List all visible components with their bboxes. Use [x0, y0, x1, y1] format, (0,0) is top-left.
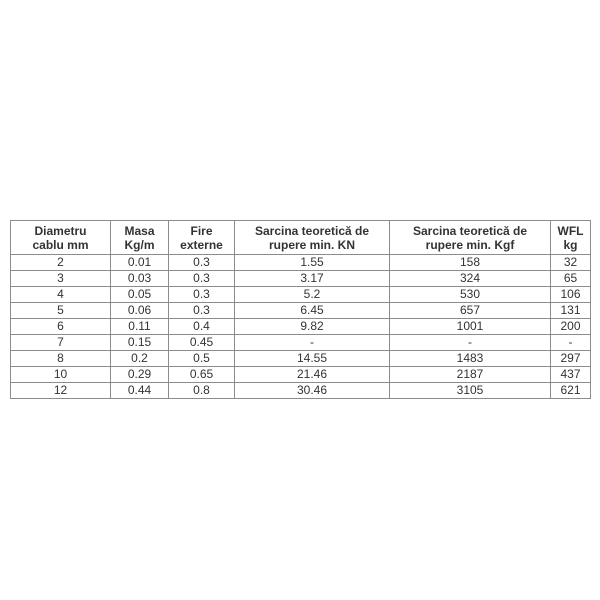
cell-mass: 0.01	[111, 255, 169, 271]
header-outer-wires-line1: Fire	[190, 223, 213, 238]
header-mass	[111, 221, 169, 255]
header-outer-wires-line2: externe	[180, 237, 223, 252]
header-breaking-load-kn-line2: rupere min. KN	[268, 237, 355, 252]
cell-breaking-load-kn: 14.55	[235, 351, 390, 367]
cell-wfl: 437	[551, 367, 591, 383]
cell-outer-wires: 0.65	[169, 367, 235, 383]
cell-outer-wires: 0.4	[169, 319, 235, 335]
cell-mass: 0.06	[111, 303, 169, 319]
cell-diameter: 2	[11, 255, 111, 271]
cell-breaking-load-kgf: 2187	[390, 367, 551, 383]
cell-outer-wires: 0.8	[169, 383, 235, 399]
cell-diameter: 5	[11, 303, 111, 319]
cell-wfl: 65	[551, 271, 591, 287]
cell-outer-wires: 0.3	[169, 303, 235, 319]
cell-breaking-load-kgf: 3105	[390, 383, 551, 399]
header-breaking-load-kn	[235, 221, 390, 255]
header-breaking-load-kgf	[390, 221, 551, 255]
table-header	[11, 221, 591, 255]
cell-diameter: 8	[11, 351, 111, 367]
specifications-table	[10, 220, 591, 399]
cell-diameter: 3	[11, 271, 111, 287]
cell-outer-wires: 0.5	[169, 351, 235, 367]
table-body	[11, 255, 591, 399]
cell-diameter: 4	[11, 287, 111, 303]
cell-breaking-load-kgf: 1001	[390, 319, 551, 335]
cell-mass: 0.11	[111, 319, 169, 335]
table-row	[11, 255, 591, 271]
cell-mass: 0.44	[111, 383, 169, 399]
cell-wfl: 32	[551, 255, 591, 271]
cell-breaking-load-kgf: 158	[390, 255, 551, 271]
cell-breaking-load-kn: 9.82	[235, 319, 390, 335]
header-mass-line1: Masa	[124, 223, 155, 238]
cell-wfl: 106	[551, 287, 591, 303]
table-row	[11, 351, 591, 367]
cell-mass: 0.15	[111, 335, 169, 351]
table-row	[11, 335, 591, 351]
cell-outer-wires: 0.3	[169, 287, 235, 303]
header-breaking-load-kgf-line1: Sarcina teoretică de	[412, 223, 528, 238]
header-diameter	[11, 221, 111, 255]
cell-breaking-load-kn: 3.17	[235, 271, 390, 287]
header-wfl-line1: WFL	[557, 223, 584, 238]
header-diameter-line2: cablu mm	[32, 237, 89, 252]
header-row	[11, 221, 591, 255]
cell-breaking-load-kn: 21.46	[235, 367, 390, 383]
cell-breaking-load-kn: 1.55	[235, 255, 390, 271]
table-row	[11, 271, 591, 287]
table-row	[11, 287, 591, 303]
cell-wfl: -	[551, 335, 591, 351]
header-wfl	[551, 221, 591, 255]
cell-mass: 0.03	[111, 271, 169, 287]
cell-mass: 0.05	[111, 287, 169, 303]
header-diameter-line1: Diametru	[34, 223, 87, 238]
cell-diameter: 6	[11, 319, 111, 335]
table-row	[11, 303, 591, 319]
table-row	[11, 367, 591, 383]
cell-diameter: 7	[11, 335, 111, 351]
cell-outer-wires: 0.3	[169, 255, 235, 271]
cell-breaking-load-kgf: -	[390, 335, 551, 351]
cell-breaking-load-kn: -	[235, 335, 390, 351]
cell-outer-wires: 0.45	[169, 335, 235, 351]
cell-wfl: 200	[551, 319, 591, 335]
cell-breaking-load-kgf: 530	[390, 287, 551, 303]
cell-diameter: 12	[11, 383, 111, 399]
table-row	[11, 383, 591, 399]
cell-wfl: 131	[551, 303, 591, 319]
cell-wfl: 621	[551, 383, 591, 399]
header-mass-line2: Kg/m	[124, 237, 155, 252]
header-outer-wires	[169, 221, 235, 255]
cell-diameter: 10	[11, 367, 111, 383]
cell-breaking-load-kgf: 324	[390, 271, 551, 287]
cell-breaking-load-kn: 30.46	[235, 383, 390, 399]
cell-breaking-load-kn: 5.2	[235, 287, 390, 303]
header-breaking-load-kn-line1: Sarcina teoretică de	[254, 223, 370, 238]
cell-breaking-load-kgf: 1483	[390, 351, 551, 367]
cell-outer-wires: 0.3	[169, 271, 235, 287]
header-wfl-line2: kg	[563, 237, 578, 252]
cell-mass: 0.29	[111, 367, 169, 383]
header-breaking-load-kgf-line2: rupere min. Kgf	[425, 237, 515, 252]
cell-breaking-load-kgf: 657	[390, 303, 551, 319]
cell-breaking-load-kn: 6.45	[235, 303, 390, 319]
table-row	[11, 319, 591, 335]
cell-wfl: 297	[551, 351, 591, 367]
cell-mass: 0.2	[111, 351, 169, 367]
